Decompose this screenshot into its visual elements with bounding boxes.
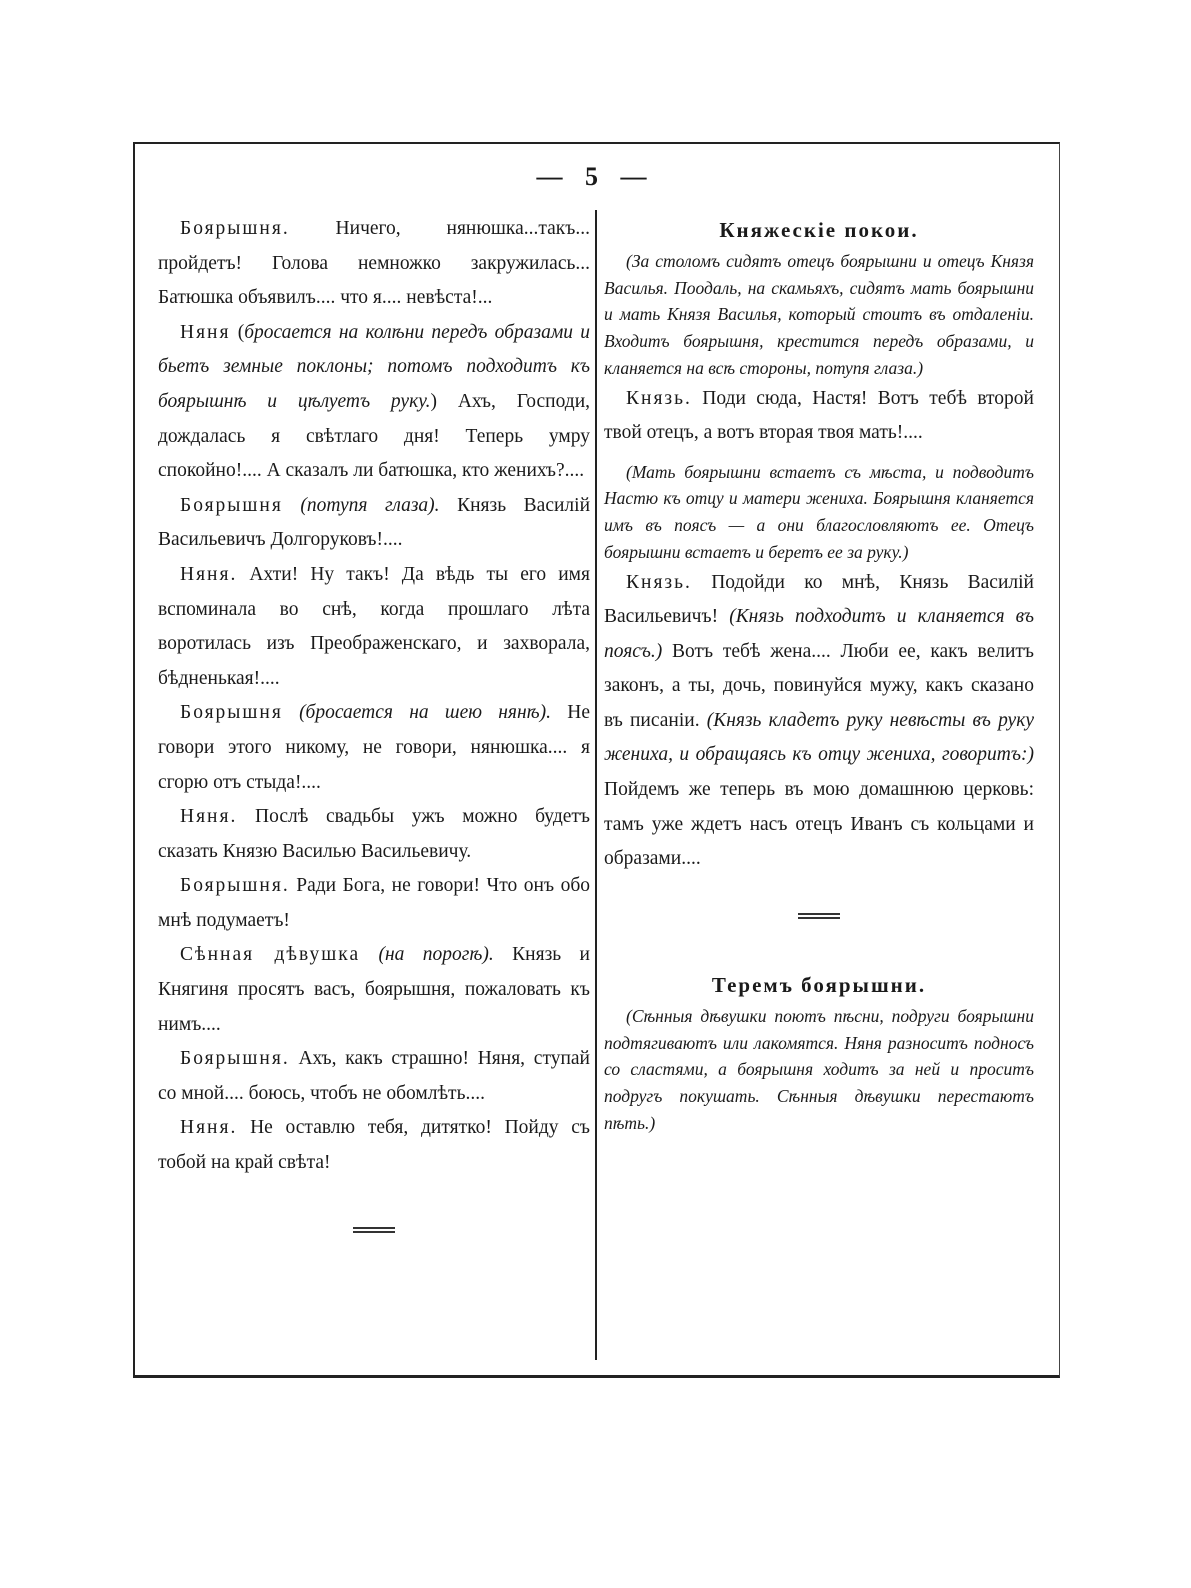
- speaker-name: Няня.: [180, 563, 238, 585]
- speech-text: Не оставлю тебя, дитятко! Пойду съ тобой на край свѣта!: [158, 1117, 590, 1174]
- stage-direction: (на порогѣ).: [360, 944, 494, 966]
- speaker-name: Боярышня: [180, 702, 283, 724]
- speech-text: Ахти! Ну такъ! Да вѣдь ты его имя вспоминала во снѣ, когда прошлаго лѣта воротилась изъ Преображенскаго, и захворала, бѣдненькая!....: [158, 563, 590, 689]
- speech-text: Пойдемъ же теперь въ мою домашнюю церковь: тамъ уже ждетъ насъ отецъ Иванъ съ кольцами и образами....: [604, 779, 1034, 870]
- dialogue-line: [158, 212, 590, 316]
- speech-text: Ничего, нянюшка...такъ... пройдетъ! Голова немножко закружилась... Батюшка объявилъ.... что я.... невѣста!...: [158, 218, 590, 309]
- dialogue-line: [158, 938, 590, 1042]
- stage-direction: (потупя глаза).: [282, 494, 440, 516]
- stage-direction: (Князь подходитъ и кланяется въ поясъ.): [604, 606, 1034, 662]
- dialogue-line: [158, 869, 590, 938]
- scene-heading: Княжескіе покои.: [719, 218, 919, 242]
- speech-text: Князь Василій Васильевичъ Долгоруковъ!....: [158, 494, 590, 551]
- scene-heading: Теремъ боярышни.: [711, 972, 927, 997]
- speech-text: Вотъ тебѣ жена.... Люби ее, какъ велитъ законъ, а ты, дочь, повинуйся мужу, какъ сказано въ писаніи.: [604, 640, 1034, 731]
- stage-direction-block: (Сѣнныя дѣвушки поютъ пѣсни, подруги боярышни подтягиваютъ или лакомятся. Няня разноситъ подносъ со сластями, а боярышня ходитъ за ней и проситъ подругъ покушать. Сѣнныя дѣвушки перестаютъ пѣть.): [604, 1005, 1034, 1133]
- dialogue-line: [158, 1111, 590, 1180]
- stage-direction-open: (: [230, 321, 245, 343]
- stage-direction: (Князь кладетъ руку невѣсты въ руку жениха, и обращаясь къ отцу жениха, говоритъ:): [604, 709, 1034, 766]
- speaker-name: Князь.: [626, 387, 692, 409]
- stage-direction-block: (За столомъ сидятъ отецъ боярышни и отецъ Князя Василья. Поодаль, на скамьяхъ, сидятъ мать боярышни и мать Князя Василья, который стоитъ въ отдаленіи. Входитъ боярышня, крестится передъ образами, и кланяется на всѣ стороны, потупя глаза.): [604, 251, 1034, 378]
- page-number: — 5 —: [536, 162, 655, 191]
- dialogue-line: [158, 316, 590, 489]
- dialogue-line: [158, 800, 590, 869]
- speech-text: Не говори этого никому, не говори, нянюшка.... я сгорю отъ стыда!....: [158, 702, 590, 793]
- speaker-name: Князь.: [626, 571, 692, 593]
- speaker-name: Сѣнная дѣвушка: [180, 944, 361, 966]
- section-ornament: [353, 1227, 395, 1233]
- speaker-name: Боярышня: [180, 494, 283, 516]
- speaker-name: Няня.: [180, 1117, 238, 1139]
- speech-text: Послѣ свадьбы ужъ можно будетъ сказать Князю Василью Васильевичу.: [158, 806, 590, 862]
- stage-direction-block: (Мать боярышни встаетъ съ мѣста, и подводитъ Настю къ отцу и матери жениха. Боярышня кланяется имъ въ поясъ — а они благословляютъ ее. Отецъ боярышни встаетъ и беретъ ее за руку.): [604, 461, 1034, 562]
- speaker-name: Боярышня.: [180, 875, 290, 897]
- speech-text: Подойди ко мнѣ, Князь Василій Васильевичъ!: [604, 571, 1034, 628]
- speech-text: Поди сюда, Настя! Вотъ тебѣ второй твой отецъ, а вотъ вторая твоя мать!....: [604, 387, 1034, 444]
- dialogue-line: [604, 382, 1034, 451]
- speech-text: Ахъ, Господи, дождалась я свѣтлаго дня! Теперь умру спокойно!.... А сказалъ ли батюшка, кто женихъ?....: [158, 390, 591, 482]
- left-column: [158, 212, 590, 1233]
- speaker-name: Няня: [180, 321, 231, 343]
- speech-text: Ахъ, какъ страшно! Няня, ступай со мной.... боюсь, чтобъ не обомлѣть....: [158, 1048, 590, 1104]
- speaker-name: Няня.: [180, 806, 238, 828]
- speaker-name: Боярышня.: [180, 218, 290, 239]
- speaker-name: Боярышня.: [180, 1048, 290, 1070]
- dialogue-line: [604, 566, 1034, 877]
- dialogue-line: [158, 489, 590, 558]
- column-divider: [595, 210, 597, 1360]
- stage-direction-close: ): [430, 390, 438, 412]
- dialogue-line: [158, 1042, 590, 1111]
- speech-text: Князь и Княгиня просятъ васъ, боярышня, пожаловать къ нимъ....: [158, 944, 590, 1035]
- speech-text: Ради Бога, не говори! Что онъ обо мнѣ подумаетъ!: [158, 875, 590, 931]
- dialogue-line: [158, 558, 590, 696]
- stage-direction: (бросается на шею нянѣ).: [282, 702, 552, 724]
- dialogue-line: [158, 696, 590, 800]
- stage-direction: бросается на колѣни передъ образами и бьетъ земные поклоны; потомъ подходитъ къ боярышнѣ и цѣлуетъ руку.: [158, 321, 591, 412]
- right-column: [604, 212, 1034, 1136]
